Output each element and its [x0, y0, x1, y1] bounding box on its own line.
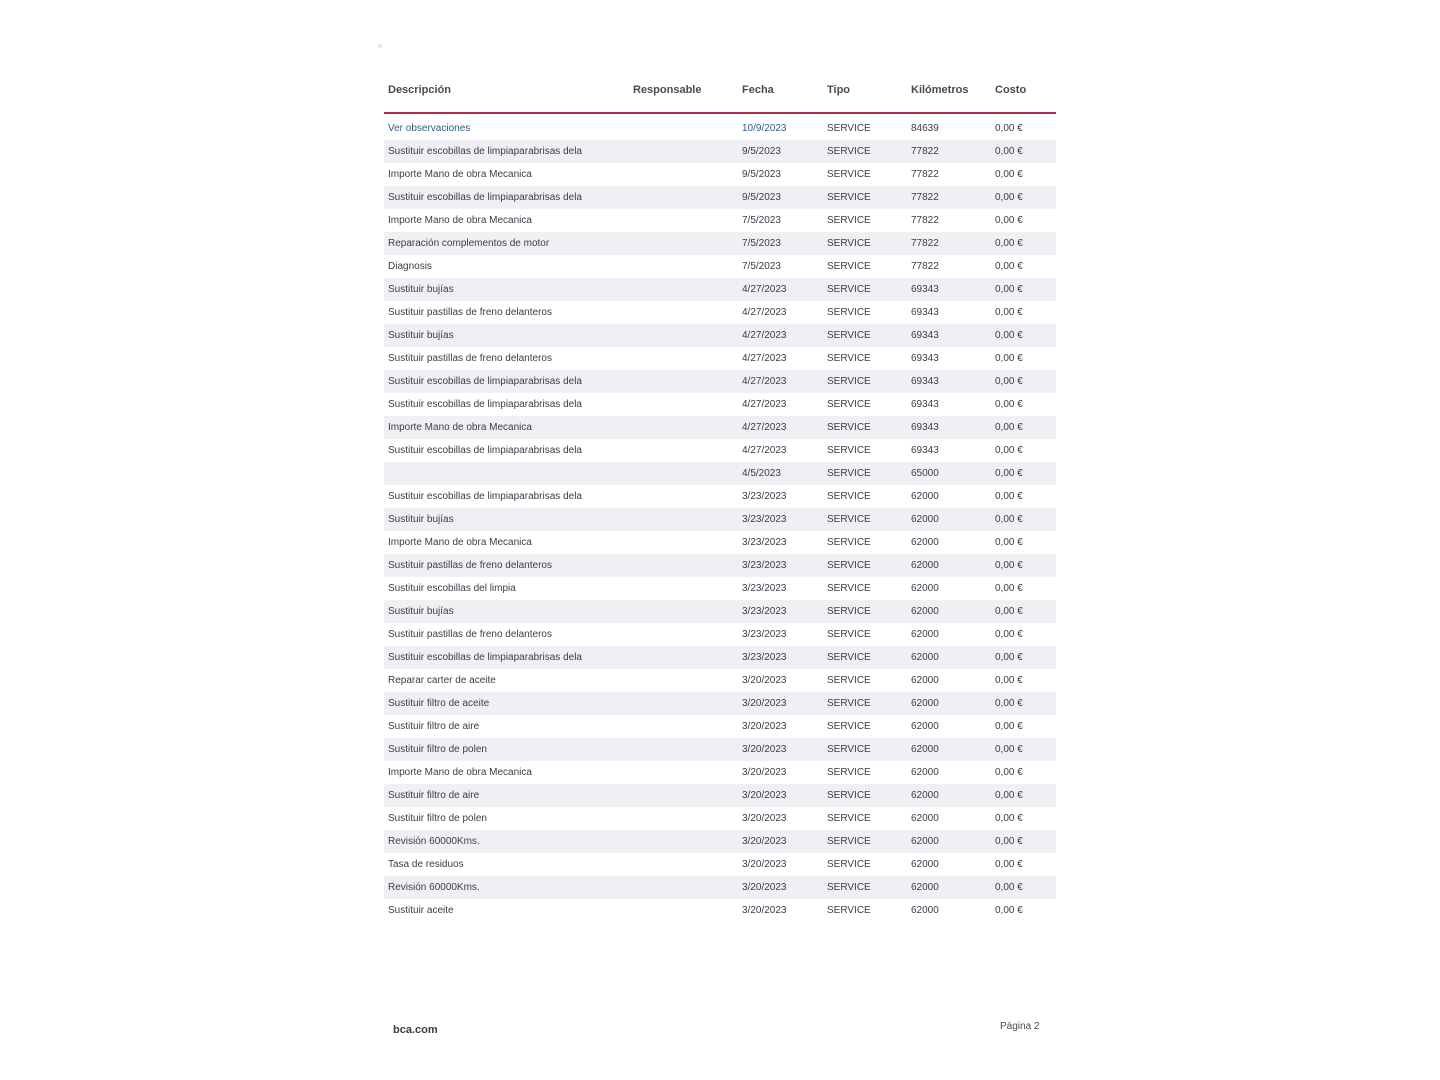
- cell-cost: 0,00 €: [995, 146, 1023, 157]
- cell-type: SERVICE: [827, 836, 871, 847]
- table-row: [384, 347, 1056, 370]
- cell-date: 3/20/2023: [742, 905, 787, 916]
- cell-description: Ver observaciones: [388, 123, 471, 134]
- cell-description: Importe Mano de obra Mecanica: [388, 169, 532, 180]
- cell-km: 69343: [911, 284, 939, 295]
- cell-km: 62000: [911, 721, 939, 732]
- table-row: [384, 669, 1056, 692]
- cell-description: Sustituir escobillas de limpiaparabrisas dela: [388, 146, 582, 157]
- cell-cost: 0,00 €: [995, 905, 1023, 916]
- table-row: [384, 393, 1056, 416]
- cell-date: 3/20/2023: [742, 744, 787, 755]
- cell-description: Sustituir aceite: [388, 905, 454, 916]
- table-row: [384, 255, 1056, 278]
- table-row: [384, 876, 1056, 899]
- cell-date: 4/5/2023: [742, 468, 781, 479]
- cell-cost: 0,00 €: [995, 721, 1023, 732]
- table-row: [384, 853, 1056, 876]
- cell-cost: 0,00 €: [995, 422, 1023, 433]
- cell-type: SERVICE: [827, 307, 871, 318]
- cell-date: 7/5/2023: [742, 238, 781, 249]
- cell-description: Sustituir escobillas de limpiaparabrisas dela: [388, 445, 582, 456]
- cell-type: SERVICE: [827, 514, 871, 525]
- cell-description: Sustituir filtro de aceite: [388, 698, 490, 709]
- scan-speck: [378, 44, 382, 48]
- cell-type: SERVICE: [827, 468, 871, 479]
- cell-km: 77822: [911, 261, 939, 272]
- cell-description: Sustituir escobillas del limpia: [388, 583, 516, 594]
- cell-description: Revisión 60000Kms.: [388, 836, 480, 847]
- cell-date: 9/5/2023: [742, 146, 781, 157]
- cell-km: 62000: [911, 629, 939, 640]
- table-row: [384, 416, 1056, 439]
- cell-date: 4/27/2023: [742, 399, 787, 410]
- cell-cost: 0,00 €: [995, 652, 1023, 663]
- cell-cost: 0,00 €: [995, 123, 1023, 134]
- table-row: [384, 600, 1056, 623]
- cell-description: Importe Mano de obra Mecanica: [388, 422, 532, 433]
- cell-cost: 0,00 €: [995, 698, 1023, 709]
- table-row: [384, 462, 1056, 485]
- cell-cost: 0,00 €: [995, 261, 1023, 272]
- cell-description: Sustituir bujías: [388, 514, 454, 525]
- cell-description: Reparación complementos de motor: [388, 238, 550, 249]
- cell-description: Sustituir pastillas de freno delanteros: [388, 307, 552, 318]
- cell-type: SERVICE: [827, 330, 871, 341]
- table-row: [384, 278, 1056, 301]
- cell-cost: 0,00 €: [995, 882, 1023, 893]
- cell-km: 77822: [911, 215, 939, 226]
- cell-date: 9/5/2023: [742, 169, 781, 180]
- cell-cost: 0,00 €: [995, 284, 1023, 295]
- cell-description: Sustituir filtro de polen: [388, 744, 487, 755]
- cell-cost: 0,00 €: [995, 629, 1023, 640]
- cell-description: Sustituir pastillas de freno delanteros: [388, 353, 552, 364]
- cell-date: 3/23/2023: [742, 606, 787, 617]
- cell-date: 3/20/2023: [742, 675, 787, 686]
- cell-date: 3/20/2023: [742, 836, 787, 847]
- cell-description: Sustituir bujías: [388, 330, 454, 341]
- cell-km: 62000: [911, 790, 939, 801]
- cell-cost: 0,00 €: [995, 606, 1023, 617]
- cell-date: 3/20/2023: [742, 721, 787, 732]
- cell-type: SERVICE: [827, 698, 871, 709]
- table-row: [384, 439, 1056, 462]
- cell-date: 3/23/2023: [742, 560, 787, 571]
- header-type: Tipo: [827, 84, 851, 96]
- cell-description: Sustituir escobillas de limpiaparabrisas dela: [388, 652, 582, 663]
- cell-description: Sustituir filtro de polen: [388, 813, 487, 824]
- header-divider: [384, 112, 1056, 114]
- table-row: [384, 761, 1056, 784]
- cell-km: 62000: [911, 491, 939, 502]
- cell-date: 4/27/2023: [742, 284, 787, 295]
- cell-km: 62000: [911, 675, 939, 686]
- cell-type: SERVICE: [827, 606, 871, 617]
- cell-km: 62000: [911, 859, 939, 870]
- table-row: [384, 899, 1056, 922]
- table-row: [384, 531, 1056, 554]
- cell-date: 3/23/2023: [742, 491, 787, 502]
- cell-km: 62000: [911, 583, 939, 594]
- cell-cost: 0,00 €: [995, 767, 1023, 778]
- header-cost: Costo: [995, 84, 1027, 96]
- cell-date: 3/20/2023: [742, 813, 787, 824]
- cell-cost: 0,00 €: [995, 399, 1023, 410]
- table-row: [384, 324, 1056, 347]
- table-row: [384, 117, 1056, 140]
- cell-date: 3/23/2023: [742, 514, 787, 525]
- cell-type: SERVICE: [827, 192, 871, 203]
- table-row: [384, 232, 1056, 255]
- cell-date: 3/23/2023: [742, 537, 787, 548]
- cell-type: SERVICE: [827, 169, 871, 180]
- cell-cost: 0,00 €: [995, 215, 1023, 226]
- cell-km: 69343: [911, 353, 939, 364]
- cell-km: 62000: [911, 560, 939, 571]
- cell-date: 3/20/2023: [742, 767, 787, 778]
- cell-cost: 0,00 €: [995, 192, 1023, 203]
- cell-date: 3/20/2023: [742, 882, 787, 893]
- cell-type: SERVICE: [827, 629, 871, 640]
- cell-description: Importe Mano de obra Mecanica: [388, 215, 532, 226]
- cell-km: 77822: [911, 169, 939, 180]
- cell-cost: 0,00 €: [995, 560, 1023, 571]
- cell-cost: 0,00 €: [995, 491, 1023, 502]
- cell-type: SERVICE: [827, 284, 871, 295]
- cell-type: SERVICE: [827, 261, 871, 272]
- cell-cost: 0,00 €: [995, 514, 1023, 525]
- cell-km: 62000: [911, 514, 939, 525]
- cell-km: 69343: [911, 330, 939, 341]
- cell-type: SERVICE: [827, 399, 871, 410]
- cell-description: Revisión 60000Kms.: [388, 882, 480, 893]
- table-header: [384, 76, 1056, 110]
- cell-type: SERVICE: [827, 744, 871, 755]
- cell-km: 62000: [911, 537, 939, 548]
- cell-km: 62000: [911, 905, 939, 916]
- cell-type: SERVICE: [827, 813, 871, 824]
- table-row: [384, 301, 1056, 324]
- table-row: [384, 485, 1056, 508]
- cell-cost: 0,00 €: [995, 859, 1023, 870]
- cell-description: Sustituir escobillas de limpiaparabrisas dela: [388, 376, 582, 387]
- cell-description: Importe Mano de obra Mecanica: [388, 767, 532, 778]
- cell-cost: 0,00 €: [995, 744, 1023, 755]
- cell-cost: 0,00 €: [995, 307, 1023, 318]
- cell-cost: 0,00 €: [995, 836, 1023, 847]
- cell-description: Tasa de residuos: [388, 859, 464, 870]
- cell-date: 9/5/2023: [742, 192, 781, 203]
- cell-cost: 0,00 €: [995, 468, 1023, 479]
- footer-page-number: Página 2: [1000, 1021, 1040, 1032]
- cell-type: SERVICE: [827, 721, 871, 732]
- cell-date: 4/27/2023: [742, 330, 787, 341]
- cell-description: Sustituir filtro de aire: [388, 790, 480, 801]
- cell-type: SERVICE: [827, 767, 871, 778]
- table-row: [384, 508, 1056, 531]
- cell-cost: 0,00 €: [995, 169, 1023, 180]
- cell-km: 62000: [911, 767, 939, 778]
- table-row: [384, 807, 1056, 830]
- table-body: [384, 117, 1056, 922]
- header-date: Fecha: [742, 84, 774, 96]
- table-row: [384, 692, 1056, 715]
- cell-type: SERVICE: [827, 491, 871, 502]
- cell-description: Sustituir filtro de aire: [388, 721, 480, 732]
- cell-km: 62000: [911, 744, 939, 755]
- cell-cost: 0,00 €: [995, 330, 1023, 341]
- cell-description: Sustituir bujías: [388, 284, 454, 295]
- cell-date: 4/27/2023: [742, 445, 787, 456]
- cell-type: SERVICE: [827, 583, 871, 594]
- cell-type: SERVICE: [827, 376, 871, 387]
- cell-type: SERVICE: [827, 353, 871, 364]
- cell-cost: 0,00 €: [995, 790, 1023, 801]
- cell-type: SERVICE: [827, 215, 871, 226]
- table-row: [384, 738, 1056, 761]
- cell-description: Sustituir escobillas de limpiaparabrisas dela: [388, 192, 582, 203]
- cell-date: 3/20/2023: [742, 790, 787, 801]
- cell-description: Diagnosis: [388, 261, 432, 272]
- cell-date: 4/27/2023: [742, 376, 787, 387]
- cell-date: 4/27/2023: [742, 422, 787, 433]
- cell-km: 62000: [911, 698, 939, 709]
- table-row: [384, 623, 1056, 646]
- header-description: Descripción: [388, 84, 451, 96]
- cell-km: 62000: [911, 606, 939, 617]
- cell-description: Sustituir pastillas de freno delanteros: [388, 560, 552, 571]
- table-row: [384, 784, 1056, 807]
- cell-type: SERVICE: [827, 537, 871, 548]
- cell-description: Sustituir pastillas de freno delanteros: [388, 629, 552, 640]
- cell-km: 69343: [911, 399, 939, 410]
- cell-type: SERVICE: [827, 652, 871, 663]
- cell-km: 65000: [911, 468, 939, 479]
- cell-type: SERVICE: [827, 238, 871, 249]
- cell-km: 69343: [911, 307, 939, 318]
- table-row: [384, 577, 1056, 600]
- cell-description: Importe Mano de obra Mecanica: [388, 537, 532, 548]
- cell-date: 3/20/2023: [742, 698, 787, 709]
- cell-cost: 0,00 €: [995, 813, 1023, 824]
- cell-type: SERVICE: [827, 882, 871, 893]
- cell-type: SERVICE: [827, 123, 871, 134]
- table-row: [384, 646, 1056, 669]
- cell-cost: 0,00 €: [995, 353, 1023, 364]
- cell-type: SERVICE: [827, 905, 871, 916]
- cell-km: 77822: [911, 146, 939, 157]
- cell-km: 84639: [911, 123, 939, 134]
- table-row: [384, 163, 1056, 186]
- cell-km: 77822: [911, 192, 939, 203]
- table-row: [384, 140, 1056, 163]
- cell-description: Sustituir escobillas de limpiaparabrisas dela: [388, 399, 582, 410]
- table-row: [384, 186, 1056, 209]
- cell-cost: 0,00 €: [995, 238, 1023, 249]
- cell-cost: 0,00 €: [995, 675, 1023, 686]
- cell-type: SERVICE: [827, 675, 871, 686]
- header-km: Kilómetros: [911, 84, 969, 96]
- service-history-table: [384, 76, 1056, 922]
- cell-date: 4/27/2023: [742, 307, 787, 318]
- cell-date: 10/9/2023: [742, 123, 787, 134]
- cell-description: Reparar carter de aceite: [388, 675, 496, 686]
- table-row: [384, 830, 1056, 853]
- cell-date: 3/23/2023: [742, 629, 787, 640]
- cell-type: SERVICE: [827, 859, 871, 870]
- cell-cost: 0,00 €: [995, 583, 1023, 594]
- footer-site: bca.com: [393, 1024, 438, 1036]
- header-responsible: Responsable: [633, 84, 702, 96]
- cell-type: SERVICE: [827, 790, 871, 801]
- cell-date: 4/27/2023: [742, 353, 787, 364]
- cell-date: 3/23/2023: [742, 652, 787, 663]
- table-row: [384, 554, 1056, 577]
- table-row: [384, 715, 1056, 738]
- cell-type: SERVICE: [827, 146, 871, 157]
- cell-date: 3/20/2023: [742, 859, 787, 870]
- cell-km: 69343: [911, 422, 939, 433]
- cell-date: 7/5/2023: [742, 261, 781, 272]
- cell-type: SERVICE: [827, 445, 871, 456]
- cell-km: 62000: [911, 882, 939, 893]
- cell-cost: 0,00 €: [995, 445, 1023, 456]
- cell-km: 62000: [911, 836, 939, 847]
- cell-type: SERVICE: [827, 560, 871, 571]
- cell-km: 69343: [911, 445, 939, 456]
- cell-km: 69343: [911, 376, 939, 387]
- cell-cost: 0,00 €: [995, 537, 1023, 548]
- cell-description: Sustituir bujías: [388, 606, 454, 617]
- cell-date: 7/5/2023: [742, 215, 781, 226]
- cell-km: 62000: [911, 652, 939, 663]
- cell-cost: 0,00 €: [995, 376, 1023, 387]
- cell-date: 3/23/2023: [742, 583, 787, 594]
- cell-description: Sustituir escobillas de limpiaparabrisas dela: [388, 491, 582, 502]
- table-row: [384, 209, 1056, 232]
- cell-km: 77822: [911, 238, 939, 249]
- cell-type: SERVICE: [827, 422, 871, 433]
- table-row: [384, 370, 1056, 393]
- cell-km: 62000: [911, 813, 939, 824]
